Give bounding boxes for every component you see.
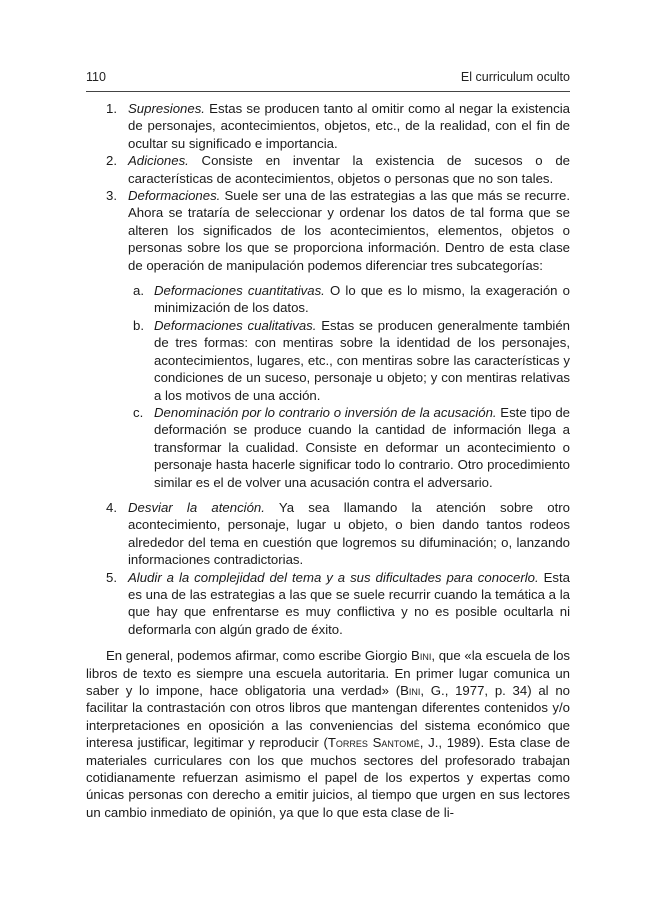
- page-number: 110: [86, 70, 106, 84]
- item-text: Esta es una de las estrategias a las que se suele recurrir cuando la temática a la que hay que enfrentarse es muy conflictiva y no es posible ocultarla ni deformarla con algún grado de éxito.: [128, 569, 570, 637]
- item-text: Suele ser una de las estrategias a las que más se recurre. Ahora se trataría de seleccionar y ordenar los datos de tal forma que se alteren los significados de los acontecimientos, elementos, objetos o personas sobre los que se proporciona información. Dentro de esta clase de operación de manipulación podemos diferenciar tres subcategorías:: [128, 188, 570, 273]
- sub-marker: c.: [133, 404, 144, 420]
- list-marker: 1.: [106, 101, 117, 116]
- list-item: [86, 499, 570, 569]
- body-paragraph: [86, 647, 570, 821]
- item-text: Ya sea llamando la atención sobre otro acontecimiento, personaje, lugar u objeto, o bien dando tantos rodeos alrededor del tema en cuestión que logremos su difuminación; o, lanzando informaciones contradictorias.: [128, 499, 570, 568]
- header-rule: [86, 91, 570, 92]
- sub-text: Este tipo de deformación se produce cuando la cantidad de información llega a transformar la cualidad. Consiste en deformar un acontecimiento o personaje hasta hacerle significar todo lo contrario. Otro procedimiento similar es el de volver una acusación contra el adversario.: [154, 404, 570, 490]
- sub-marker: a.: [133, 283, 144, 299]
- list-marker: 5.: [106, 569, 117, 585]
- paragraph-text: , G., 1977, p. 34) al no facilitar la contrastación con otros libros que mantengan diferentes contenidos y/o interpretaciones en oposición a las conveniencias del sistema económico que interesa justificar, legitimar y reproducir (: [86, 683, 570, 751]
- item-term: Desviar la atención.: [128, 499, 265, 515]
- author-name: Bini: [411, 648, 432, 664]
- spacer: [86, 274, 570, 282]
- strategy-list: [86, 100, 570, 274]
- sub-item: [86, 317, 570, 404]
- citation-author: Bini: [400, 683, 421, 698]
- list-marker: 3.: [106, 188, 117, 204]
- sub-term: Denominación por lo contrario o inversión de la acusación.: [154, 404, 497, 420]
- sub-text: Estas se producen generalmente también de tres formas: con mentiras sobre la identidad de los personajes, acontecimientos, lugares, etc., con mentiras sobre las características y condiciones de un suceso, personaje u objeto; y con mentiras relativas a los motivos de una acción.: [154, 317, 570, 403]
- list-item: [86, 100, 570, 152]
- item-term: Aludir a la complejidad del tema y a sus dificultades para conocerlo.: [128, 569, 539, 585]
- running-header: [86, 70, 570, 90]
- item-term: Adiciones.: [128, 153, 189, 169]
- paragraph-text: , que «la escuela de los libros de texto es siempre una escuela autoritaria. En primer lugar comunica un saber y lo impone, hace obligatoria una verdad» (: [86, 648, 570, 698]
- item-text: Estas se producen tanto al omitir como al negar la existencia de personajes, acontecimientos, objetos, etc., de la realidad, con el fin de ocultar su significado e importancia.: [128, 101, 570, 151]
- item-term: Supresiones.: [128, 101, 205, 116]
- list-item: [86, 569, 570, 639]
- running-title: El curriculum oculto: [460, 70, 570, 84]
- citation-author: Torres Santomé: [327, 735, 420, 751]
- item-term: Deformaciones.: [128, 188, 221, 204]
- sub-item: [86, 282, 570, 317]
- strategy-list-continued: [86, 499, 570, 638]
- subcategory-list: [86, 282, 570, 491]
- sub-term: Deformaciones cuantitativas.: [154, 283, 325, 299]
- sub-text: O lo que es lo mismo, la exageración o minimización de los datos.: [154, 283, 570, 316]
- spacer: [86, 638, 570, 647]
- paragraph-text: , J., 1989). Esta clase de materiales curriculares con los que muchos sectores del profesorado trabajan cotidianamente refuerzan asimismo el papel de los expertos y expertas como únicas personas con derecho a emitir juicios, al tiempo que urgen en sus lectores un cambio inmediato de opinión, ya que lo que esta clase de li-: [86, 735, 571, 820]
- list-marker: 2.: [106, 153, 117, 169]
- sub-marker: b.: [133, 317, 144, 333]
- list-item: [86, 187, 570, 274]
- spacer: [86, 491, 570, 499]
- sub-item: [86, 404, 570, 491]
- page-body: [86, 100, 570, 821]
- item-text: Consiste en inventar la existencia de sucesos o de características de acontecimientos, objetos o personas que no son tales.: [128, 153, 570, 186]
- list-item: [86, 152, 570, 187]
- list-marker: 4.: [106, 499, 117, 515]
- sub-term: Deformaciones cualitativas.: [154, 317, 317, 333]
- paragraph-text: En general, podemos afirmar, como escribe Giorgio: [106, 648, 412, 664]
